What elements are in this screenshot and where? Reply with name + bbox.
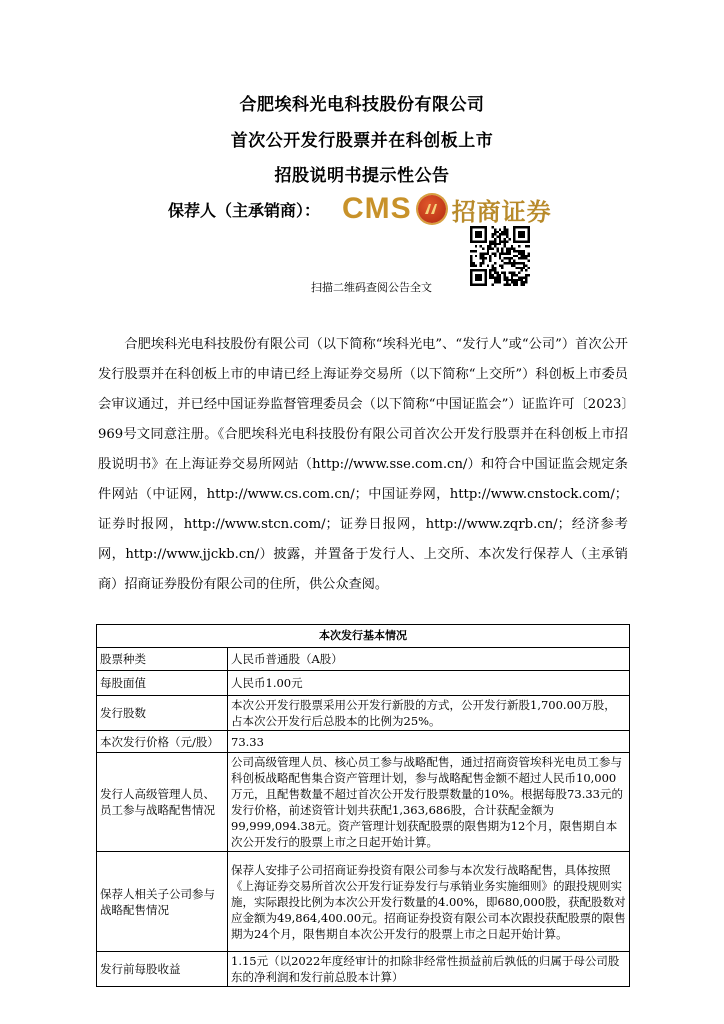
sponsor-label: 保荐人（主承销商）：: [168, 200, 321, 220]
table-row: [97, 696, 630, 731]
row-label: 保荐人相关子公司参与战略配售情况: [97, 852, 228, 952]
announcement-paragraph: 合肥埃科光电科技股份有限公司（以下简称“埃科光电”、“发行人”或“公司”）首次公开发行股票并在科创板上市的申请已经上海证券交易所（以下简称“上交所”）科创板上市委员会审议通过，并已经中国证券监督管理委员会（以下简称“中国证监会”）证监许可〔2023〕969号文同意注册。《合肥埃科光电科技股份有限公司首次公开发行股票并在科创板上市招股说明书》在上海证券交易所网站（http://www.sse.com.cn/）和符合中国证监会规定条件网站（中证网，http://www.cs.com.cn/；中国证券网，http://www.cnstock.com/；证券时报网，http://www.stcn.com/；证券日报网，http://www.zqrb.cn/；经济参考网，http://www.jjckb.cn/）披露，并置备于发行人、上交所、本次发行保荐人（主承销商）招商证券股份有限公司的住所，供公众查阅。: [98, 337, 628, 592]
table-row: [97, 852, 630, 952]
row-label: 每股面值: [97, 671, 228, 696]
row-value: 公司高级管理人员、核心员工参与战略配售，通过招商资管埃科光电员工参与科创板战略配售集合资产管理计划，参与战略配售金额不超过人民币10,000万元，且配售数量不超过首次公开发行股票数量的10%。根据每股73.33元的发行价格，前述资管计划共获配1,363,686股，合计获配金额为99,999,094.38元。资产管理计划获配股票的限售期为12个月，限售期自本次公开发行的股票上市之日起开始计算。: [228, 753, 630, 852]
sponsor-row: [168, 192, 552, 226]
row-label: 本次发行价格（元/股）: [97, 731, 228, 753]
title-notice: 招股说明书提示性公告: [274, 166, 450, 186]
logo-text-cn: 招商证券: [451, 197, 552, 226]
table-heading-row: [97, 625, 630, 648]
table-heading: 本次发行基本情况: [97, 625, 630, 648]
row-value: 73.33: [228, 731, 630, 753]
table-row: [97, 671, 630, 696]
table-row: [97, 648, 630, 671]
title-company: 合肥埃科光电科技股份有限公司: [239, 95, 485, 115]
row-label: 发行人高级管理人员、员工参与战略配售情况: [97, 753, 228, 852]
cms-logo: [342, 192, 552, 227]
row-value: 人民币普通股（A股）: [228, 648, 630, 671]
row-value: 人民币1.00元: [228, 671, 630, 696]
row-label: 发行股数: [97, 696, 228, 731]
table-row: [97, 731, 630, 753]
offering-info-table: [96, 624, 630, 987]
row-label: 发行前每股收益: [97, 952, 228, 987]
row-label: 股票种类: [97, 648, 228, 671]
logo-badge-icon: [418, 195, 446, 223]
qr-code-icon[interactable]: [470, 226, 530, 286]
row-value: 本次公开发行股票采用公开发行新股的方式，公开发行新股1,700.00万股，占本次公开发行后总股本的比例为25%。: [228, 696, 630, 731]
qr-caption: 扫描二维码查阅公告全文: [311, 281, 432, 294]
logo-text-en: CMS: [342, 192, 412, 225]
row-value: 1.15元（以2022年度经审计的扣除非经常性损益前后孰低的归属于母公司股东的净利润和发行前总股本计算）: [228, 952, 630, 987]
table-row: [97, 753, 630, 852]
title-offering: 首次公开发行股票并在科创板上市: [230, 131, 494, 151]
row-value: 保荐人安排子公司招商证券投资有限公司参与本次发行战略配售，具体按照《上海证券交易所首次公开发行证券发行与承销业务实施细则》的跟投规则实施，实际跟投比例为本次公开发行数量的4.00%，即680,000股，获配股数对应金额为49,864,400.00元。招商证券投资有限公司本次跟投获配股票的限售期为24个月，限售期自本次公开发行的股票上市之日起开始计算。: [228, 852, 630, 952]
table-row: [97, 952, 630, 987]
